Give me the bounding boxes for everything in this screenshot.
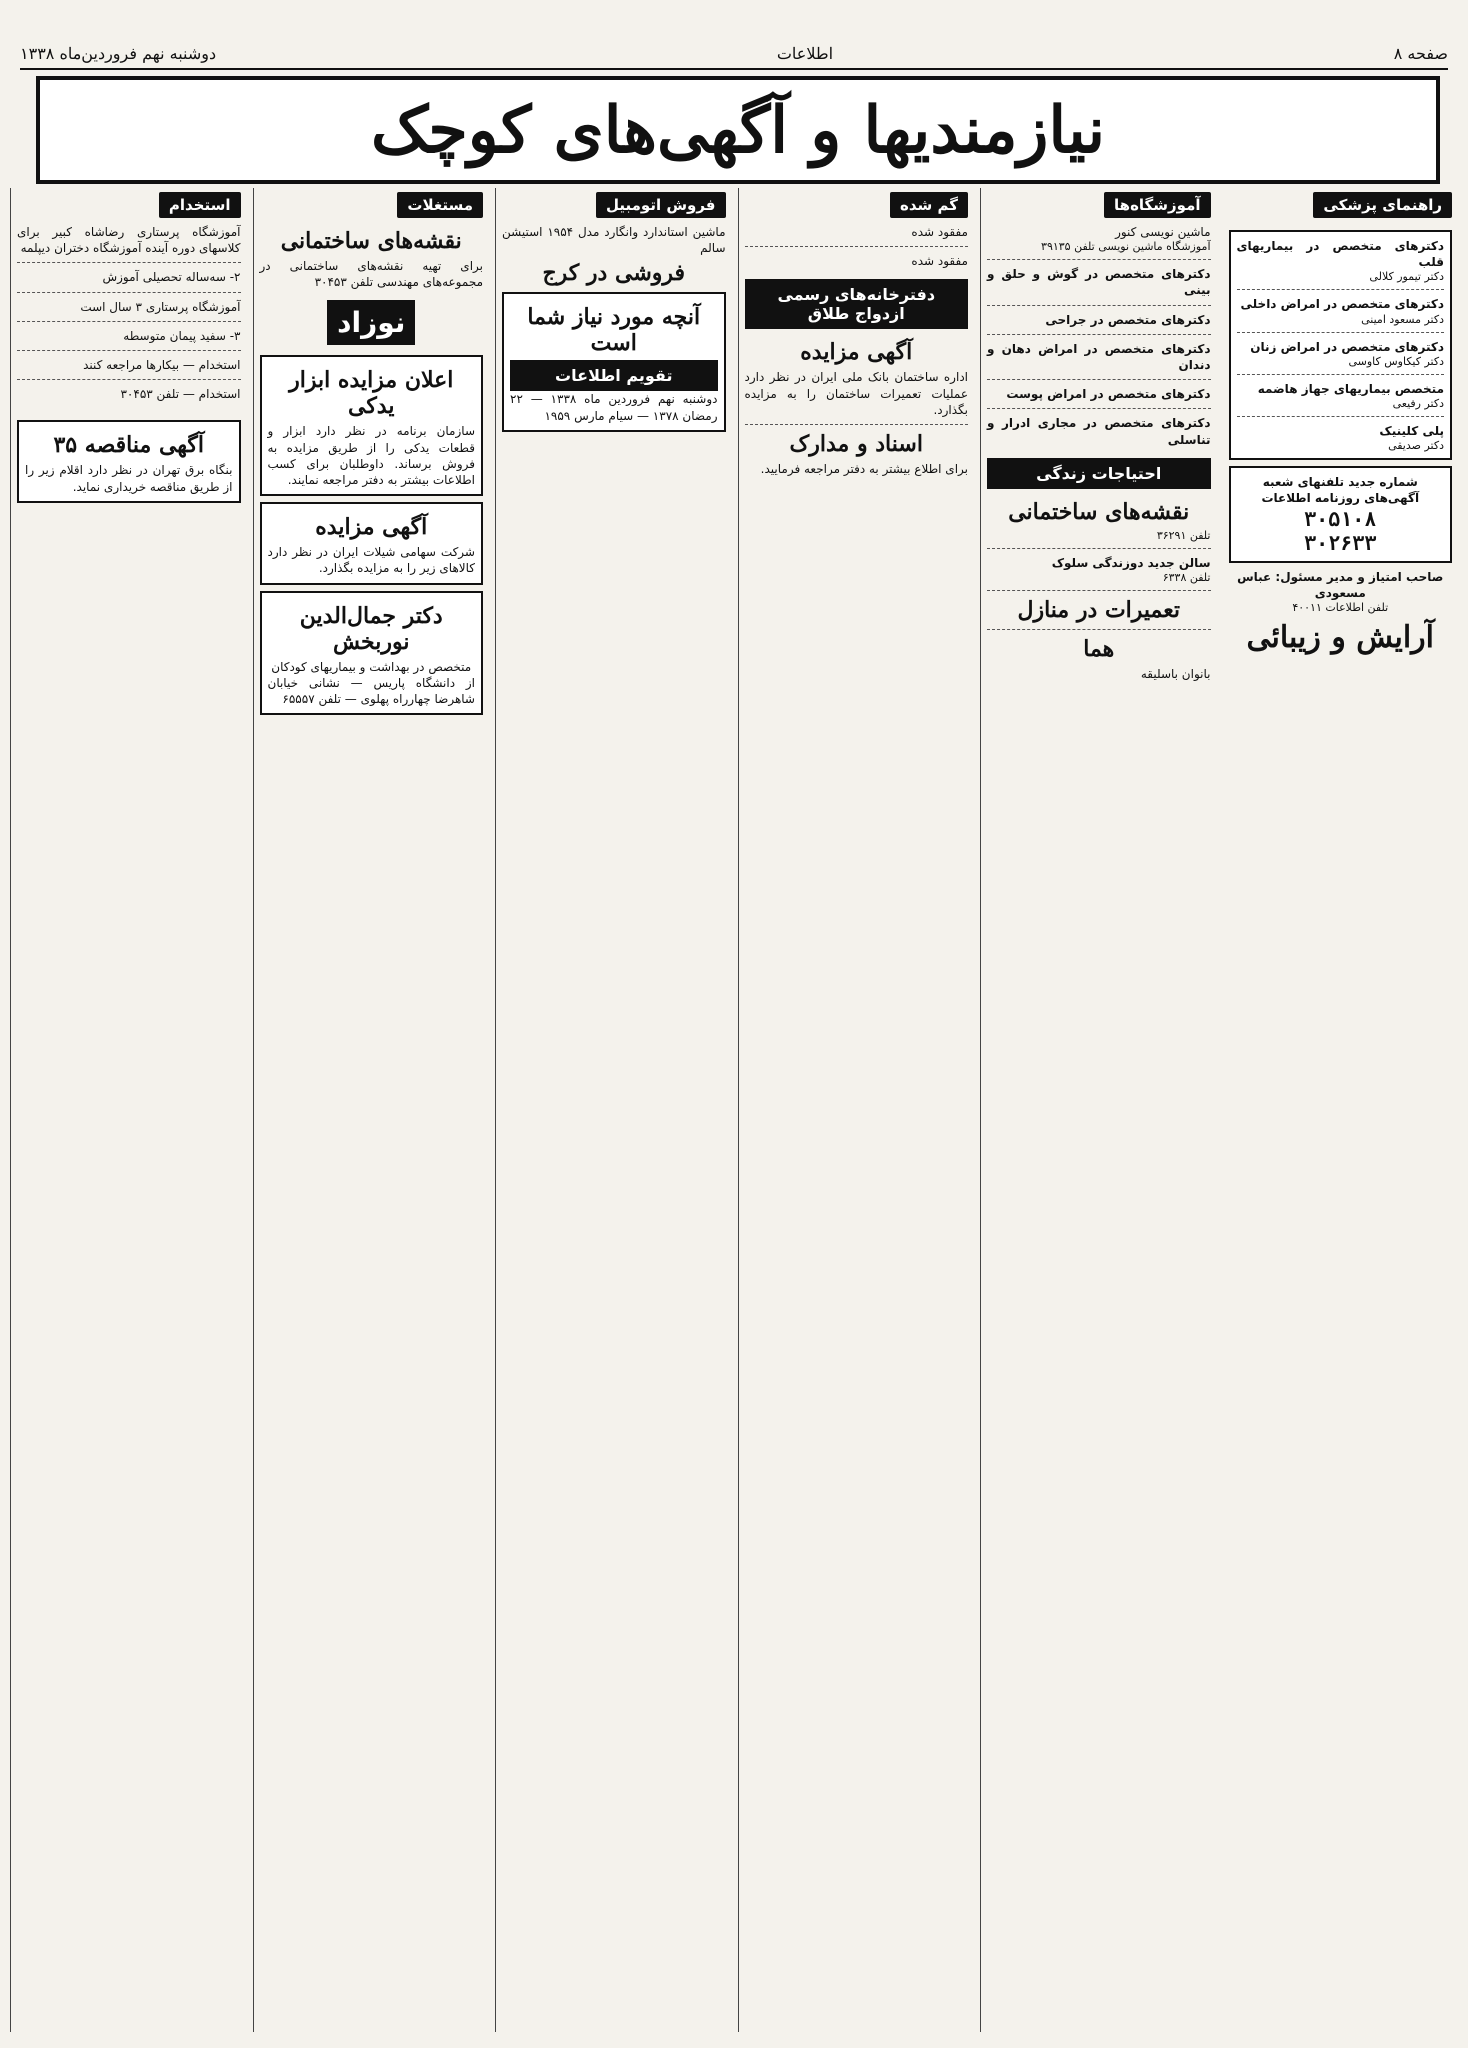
divider <box>987 408 1211 409</box>
ad-text: دکتر مسعود امینی <box>1361 312 1444 326</box>
ad-text: دکتر کیکاوس کاوسی <box>1348 354 1444 368</box>
ad-text: استخدام — بیکار‌ها مراجعه کنند <box>83 357 241 372</box>
section-head-car-sale: فروش اتومبیل <box>596 192 726 218</box>
divider <box>1237 289 1445 290</box>
auction-title: اعلان مزایده ابزار یدکی <box>289 367 454 420</box>
ad-title: سالن جدید دوزندگی سلوک <box>1051 555 1211 570</box>
ad-text: آموزشگاه پرستاری رضاشاه کبیر برای کلاسهای دوره آینده آموزشگاه دختران دیپلمه <box>17 225 241 256</box>
ad-title: تعمیرات در منازل <box>1017 596 1181 623</box>
divider <box>987 590 1211 591</box>
ad-title: متخصص بیماریهای جهاز هاضمه <box>1257 381 1444 396</box>
columns <box>10 188 1458 2032</box>
ad-title: دکترهای متخصص در جراحی <box>1045 312 1211 327</box>
section-head-schools: آموزشگاه‌ها <box>1104 192 1210 218</box>
publisher-line: صاحب امتیاز و مدیر مسئول: عباس مسعودی <box>1237 569 1444 600</box>
rent-badge: نوزاد <box>260 300 484 345</box>
ad-text: دکتر صدیقی <box>1388 439 1444 453</box>
ad-title: دکترهای متخصص در امراض داخلی <box>1240 297 1444 312</box>
divider <box>987 629 1211 630</box>
ad-title: دکترهای متخصص در بیماریهای قلب <box>1236 239 1444 270</box>
life-needs-ribbon: احتیاجات زندگی <box>987 458 1211 489</box>
ad-text: تلفن ۶۳۳۸ <box>1162 570 1211 584</box>
column-1 <box>10 188 247 2032</box>
ad-title: نقشه‌های ساختمانی <box>280 228 462 254</box>
divider <box>17 321 241 322</box>
ad-title: هما <box>1083 635 1115 662</box>
ad-text: ماشین استاندارد وانگارد مدل ۱۹۵۴ استیشن سالم <box>502 225 726 256</box>
phones-box <box>1229 466 1453 562</box>
page-header <box>20 38 1448 70</box>
ad-title: ماشین نویسی کنور <box>1115 225 1211 239</box>
auction-title-2: آگهی مزایده <box>315 514 428 541</box>
tender-text: بنگاه برق تهران در نظر دارد اقلام زیر را از طریق مناقصه خریداری نماید. <box>25 463 233 494</box>
medical-guide-box <box>1229 230 1453 460</box>
ad-title: دکترهای متخصص در امراض دهان و دندان <box>987 341 1211 372</box>
issue-date: دوشنبه نهم فروردین‌ماه ۱۳۳۸ <box>20 43 217 63</box>
ad-title: نقشه‌های ساختمانی <box>1008 498 1190 525</box>
ad-text: دکتر تیمور کلالی <box>1369 270 1444 284</box>
calendar-box <box>502 292 726 431</box>
ad-text: استخدام — تلفن ۳۰۴۵۳ <box>120 387 241 402</box>
ad-text: مفقود شده <box>911 254 968 269</box>
section-head-lost: گم شده <box>890 192 968 218</box>
ad-title: دکترهای متخصص در مجاری ادرار و تناسلی <box>987 416 1211 447</box>
ad-text: مفقود شده <box>911 225 968 239</box>
divider <box>745 246 969 247</box>
page-number: صفحه ۸ <box>1393 43 1448 63</box>
doctor-ad <box>260 591 484 716</box>
ad-text: ۲- سه‌ساله تحصیلی آموزش <box>102 270 241 285</box>
column-2 <box>253 188 490 2032</box>
ad-title: دکترهای متخصص در امراض زنان <box>1250 339 1444 354</box>
ad-title: اسناد و مدارک <box>789 430 923 457</box>
marriage-offices-ribbon: دفترخانه‌های رسمی ازدواج طلاق <box>745 279 969 329</box>
calendar-subtitle: تقویم اطلاعات <box>510 360 718 391</box>
beauty-title: آرایش و زیبائی <box>1246 619 1434 655</box>
doctor-text: از دانشگاه پاریس — نشانی خیابان شاهرضا چهارراه پهلوی — تلفن ۶۵۵۵۷ <box>267 675 475 706</box>
divider <box>987 548 1211 549</box>
ad-title: پلی کلینیک <box>1379 423 1444 438</box>
phones-label: شماره جدید تلفنهای شعبه آگهی‌های روزنامه اطلاعات <box>1261 475 1420 506</box>
divider <box>1237 416 1445 417</box>
divider <box>17 262 241 263</box>
paper-name: اطلاعات <box>776 43 834 63</box>
tender-title: آگهی مناقصه ۳۵ <box>53 432 205 459</box>
ad-title: آگهی مزایده <box>800 339 913 366</box>
column-5 <box>980 188 1217 2032</box>
divider <box>17 350 241 351</box>
divider <box>17 379 241 380</box>
auction-text: سازمان برنامه در نظر دارد ابزار و قطعات یدکی را از طریق مزایده به فروش برساند. داوطلبان برای کسب اطلاعات بیشتر به دفتر مراجعه نمایند. <box>267 424 475 487</box>
ad-title: دکترهای متخصص در امراض پوست <box>1006 387 1211 402</box>
phone-1: ۳۰۵۱۰۸ <box>1304 506 1377 531</box>
section-head-real-estate: مستغلات <box>397 192 483 218</box>
ad-title: فروشی در کرج <box>542 260 686 287</box>
ad-title: دکترهای متخصص در گوش و حلق و بینی <box>987 267 1211 298</box>
section-head-employment: استخدام <box>159 192 241 218</box>
divider <box>987 259 1211 260</box>
divider <box>987 334 1211 335</box>
masthead-title: نیازمندیها و آگهی‌های کوچک <box>370 92 1106 168</box>
ad-text: دکتر رفیعی <box>1392 396 1444 410</box>
auction-text-2: شرکت سهامی شیلات ایران در نظر دارد کالاهای زیر را به مزایده بگذارد. <box>267 545 475 576</box>
doctor-title: دکتر جمال‌الدین نوربخش <box>299 602 443 655</box>
ad-text: اداره ساختمان بانک ملی ایران در نظر دارد عملیات تعمیرات ساختمان را به مزایده بگذارد. <box>744 370 968 417</box>
divider <box>17 292 241 293</box>
ad-text: آموزشگاه پرستاری ۳ سال است <box>80 299 241 314</box>
masthead <box>36 76 1440 184</box>
ad-text: بانوان باسلیقه <box>1140 666 1211 681</box>
divider <box>745 424 969 425</box>
divider <box>1237 332 1445 333</box>
ad-text: آموزشگاه ماشین نویسی تلفن ۳۹۱۳۵ <box>1041 240 1211 254</box>
phone-2: ۳۰۲۶۳۳ <box>1304 530 1377 555</box>
auction-box-2 <box>260 502 484 584</box>
column-4 <box>738 188 975 2032</box>
calendar-title: آنچه مورد نیاز شما است <box>527 304 701 357</box>
ad-text: تلفن ۳۶۲۹۱ <box>1156 528 1211 542</box>
ad-text: ۳- سفید پیمان متوسطه <box>123 328 241 343</box>
publisher-phone: تلفن اطلاعات ۴۰۰۱۱ <box>1292 600 1389 614</box>
column-6 <box>1223 188 1459 2032</box>
column-3 <box>495 188 732 2032</box>
calendar-text: دوشنبه نهم فروردین ماه ۱۳۳۸ — ۲۲ رمضان ۱۳۷۸ — سیام مارس ۱۹۵۹ <box>510 392 718 423</box>
divider <box>987 305 1211 306</box>
ad-text: برای تهیه نقشه‌های ساختمانی در مجموعه‌های مهندسی تلفن ۳۰۴۵۳ <box>259 259 483 290</box>
tender-box <box>17 420 241 502</box>
auction-box <box>260 355 484 496</box>
section-head-medical: راهنمای پزشکی <box>1313 192 1452 218</box>
divider <box>987 379 1211 380</box>
ad-text: برای اطلاع بیشتر به دفتر مراجعه فرمایید. <box>760 461 968 476</box>
doctor-subtitle: متخصص در بهداشت و بیماریهای کودکان <box>271 659 472 674</box>
divider <box>1237 374 1445 375</box>
